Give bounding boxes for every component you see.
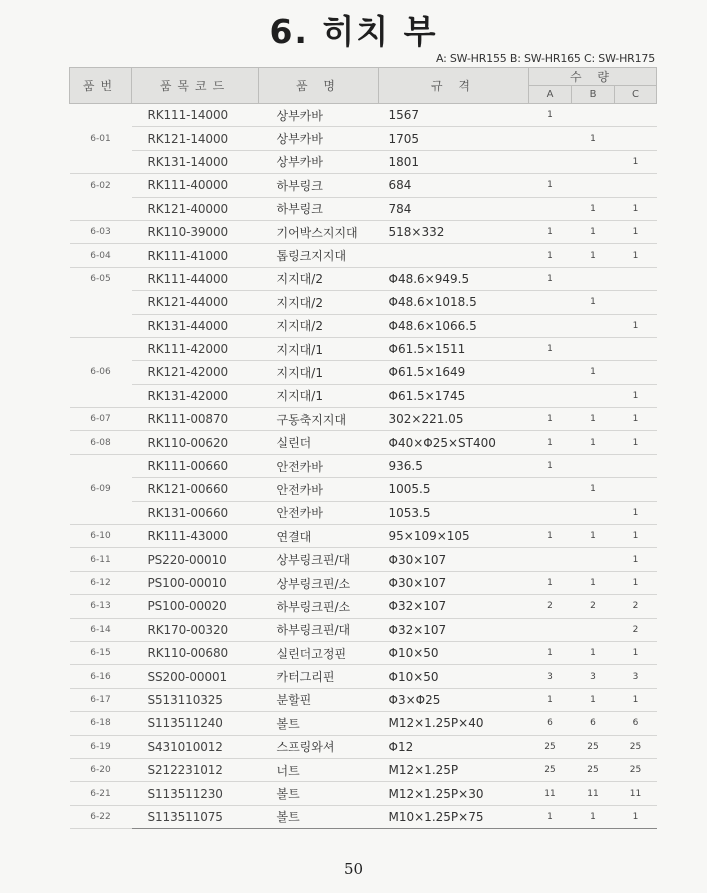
spec-cell: Φ32×107 — [379, 595, 529, 618]
qty-c-cell: 1 — [615, 197, 657, 220]
part-code-cell: RK111-43000 — [132, 525, 259, 548]
part-no-cell: 6-12 — [70, 571, 132, 594]
qty-b-cell — [572, 548, 615, 571]
part-no-cell: 6-19 — [70, 735, 132, 758]
qty-c-cell — [615, 127, 657, 150]
part-name-cell: 지지대/2 — [259, 314, 379, 337]
part-code-cell: RK131-14000 — [132, 150, 259, 173]
table-row — [70, 150, 657, 173]
part-code-cell: RK110-00680 — [132, 641, 259, 664]
table-row — [70, 735, 657, 758]
table-row — [70, 244, 657, 267]
qty-b-cell: 1 — [572, 805, 615, 828]
qty-c-cell: 1 — [615, 150, 657, 173]
header-qty-a: A — [529, 86, 572, 104]
part-code-cell: S113511240 — [132, 712, 259, 735]
part-code-cell: RK121-44000 — [132, 291, 259, 314]
qty-b-cell — [572, 150, 615, 173]
spec-cell: 1567 — [379, 104, 529, 127]
qty-a-cell: 1 — [529, 220, 572, 243]
qty-b-cell: 1 — [572, 408, 615, 431]
qty-c-cell: 25 — [615, 758, 657, 781]
part-code-cell: RK111-00660 — [132, 454, 259, 477]
part-name-cell: 연결대 — [259, 525, 379, 548]
qty-c-cell: 1 — [615, 805, 657, 828]
spec-cell: Φ12 — [379, 735, 529, 758]
qty-c-cell: 2 — [615, 618, 657, 641]
part-name-cell: 지지대/2 — [259, 291, 379, 314]
part-no-cell: 6-05 — [90, 274, 111, 285]
part-no-cell: 6-04 — [70, 244, 132, 267]
spec-cell: Φ61.5×1511 — [379, 337, 529, 360]
qty-b-cell: 3 — [572, 665, 615, 688]
part-no-cell: 6-01 — [90, 133, 111, 144]
qty-a-cell: 1 — [529, 408, 572, 431]
spec-cell: Φ61.5×1649 — [379, 361, 529, 384]
part-name-cell: 안전카바 — [259, 501, 379, 524]
part-name-cell: 구동축지지대 — [259, 408, 379, 431]
spec-cell: 1053.5 — [379, 501, 529, 524]
table-row — [70, 220, 657, 243]
qty-b-cell: 1 — [572, 220, 615, 243]
qty-a-cell — [529, 314, 572, 337]
table-row — [70, 291, 657, 314]
qty-c-cell — [615, 337, 657, 360]
part-code-cell: RK131-00660 — [132, 501, 259, 524]
spec-cell: Φ3×Φ25 — [379, 688, 529, 711]
part-name-cell: 볼트 — [259, 805, 379, 828]
qty-a-cell: 1 — [529, 454, 572, 477]
parts-table-body — [70, 104, 657, 829]
qty-a-cell — [529, 361, 572, 384]
spec-cell — [379, 244, 529, 267]
qty-b-cell: 1 — [572, 478, 615, 501]
qty-b-cell — [572, 314, 615, 337]
part-name-cell: 상부카바 — [259, 104, 379, 127]
header-qty-b: B — [572, 86, 615, 104]
table-row — [70, 758, 657, 781]
qty-c-cell — [615, 291, 657, 314]
spec-cell: Φ48.6×1066.5 — [379, 314, 529, 337]
qty-a-cell: 1 — [529, 688, 572, 711]
qty-b-cell — [572, 104, 615, 127]
qty-a-cell: 1 — [529, 104, 572, 127]
part-code-cell: PS100-00010 — [132, 571, 259, 594]
qty-a-cell: 1 — [529, 267, 572, 290]
table-row — [70, 174, 657, 197]
part-no-cell — [70, 337, 132, 360]
part-no-cell — [70, 501, 132, 524]
qty-a-cell: 25 — [529, 758, 572, 781]
qty-b-cell — [572, 174, 615, 197]
spec-cell: M12×1.25P — [379, 758, 529, 781]
part-name-cell: 지지대/2 — [259, 267, 379, 290]
part-code-cell: S113511230 — [132, 782, 259, 805]
qty-a-cell: 1 — [529, 571, 572, 594]
qty-b-cell: 1 — [572, 641, 615, 664]
table-row — [70, 712, 657, 735]
table-row — [70, 548, 657, 571]
part-no-cell — [70, 150, 132, 173]
part-code-cell: S212231012 — [132, 758, 259, 781]
qty-a-cell: 2 — [529, 595, 572, 618]
qty-c-cell — [615, 104, 657, 127]
qty-a-cell: 1 — [529, 174, 572, 197]
qty-b-cell: 1 — [572, 571, 615, 594]
qty-a-cell — [529, 478, 572, 501]
table-row — [70, 501, 657, 524]
part-no-cell — [70, 197, 132, 220]
qty-c-cell: 1 — [615, 220, 657, 243]
qty-c-cell: 1 — [615, 244, 657, 267]
qty-b-cell — [572, 501, 615, 524]
qty-a-cell: 1 — [529, 525, 572, 548]
qty-a-cell — [529, 197, 572, 220]
qty-b-cell — [572, 384, 615, 407]
part-no-cell: 6-08 — [70, 431, 132, 454]
part-code-cell: S431010012 — [132, 735, 259, 758]
qty-c-cell: 1 — [615, 384, 657, 407]
qty-a-cell: 1 — [529, 641, 572, 664]
part-no-cell — [70, 454, 132, 477]
table-row — [70, 337, 657, 360]
part-name-cell: 너트 — [259, 758, 379, 781]
spec-cell: Φ30×107 — [379, 548, 529, 571]
qty-b-cell — [572, 618, 615, 641]
part-code-cell: RK110-39000 — [132, 220, 259, 243]
part-code-cell: RK131-44000 — [132, 314, 259, 337]
table-row — [70, 197, 657, 220]
qty-a-cell — [529, 618, 572, 641]
qty-c-cell — [615, 267, 657, 290]
table-row — [70, 595, 657, 618]
header-part-name: 품 명 — [259, 68, 379, 104]
spec-cell: Φ48.6×1018.5 — [379, 291, 529, 314]
qty-b-cell: 1 — [572, 244, 615, 267]
part-name-cell: 상부링크핀/대 — [259, 548, 379, 571]
qty-b-cell: 1 — [572, 291, 615, 314]
qty-c-cell: 1 — [615, 501, 657, 524]
qty-b-cell: 2 — [572, 595, 615, 618]
qty-a-cell — [529, 501, 572, 524]
table-row — [70, 641, 657, 664]
part-name-cell: 안전카바 — [259, 454, 379, 477]
part-name-cell: 실린더 — [259, 431, 379, 454]
spec-cell: 1801 — [379, 150, 529, 173]
qty-c-cell: 25 — [615, 735, 657, 758]
part-code-cell: RK121-00660 — [132, 478, 259, 501]
part-no-cell: 6-03 — [70, 220, 132, 243]
part-no-cell — [70, 104, 132, 127]
part-name-cell: 하부링크핀/소 — [259, 595, 379, 618]
part-no-cell: 6-22 — [70, 805, 132, 828]
part-no-cell: 6-11 — [70, 548, 132, 571]
part-no-cell: 6-21 — [70, 782, 132, 805]
part-name-cell: 카터그리핀 — [259, 665, 379, 688]
part-name-cell: 지지대/1 — [259, 384, 379, 407]
qty-b-cell: 11 — [572, 782, 615, 805]
qty-b-cell — [572, 454, 615, 477]
qty-a-cell — [529, 150, 572, 173]
part-code-cell: RK111-42000 — [132, 337, 259, 360]
qty-b-cell: 1 — [572, 361, 615, 384]
spec-cell: 302×221.05 — [379, 408, 529, 431]
header-part-code: 품목코드 — [132, 68, 259, 104]
qty-a-cell: 1 — [529, 805, 572, 828]
part-name-cell: 지지대/1 — [259, 361, 379, 384]
table-row — [70, 408, 657, 431]
header-quantity: 수 량 — [529, 68, 657, 86]
table-row — [70, 665, 657, 688]
qty-c-cell: 1 — [615, 571, 657, 594]
part-name-cell: 하부링크 — [259, 197, 379, 220]
part-code-cell: RK111-44000 — [132, 267, 259, 290]
model-legend: A: SW-HR155 B: SW-HR165 C: SW-HR175 — [435, 52, 655, 65]
table-row — [70, 525, 657, 548]
spec-cell: Φ32×107 — [379, 618, 529, 641]
qty-c-cell: 1 — [615, 641, 657, 664]
part-name-cell: 기어박스지지대 — [259, 220, 379, 243]
spec-cell: 684 — [379, 174, 529, 197]
qty-c-cell: 1 — [615, 408, 657, 431]
part-no-cell — [70, 314, 132, 337]
part-no-cell: 6-20 — [70, 758, 132, 781]
page-number: 50 — [343, 860, 364, 878]
part-name-cell: 스프링와셔 — [259, 735, 379, 758]
spec-cell: Φ30×107 — [379, 571, 529, 594]
qty-c-cell: 3 — [615, 665, 657, 688]
part-name-cell: 상부카바 — [259, 150, 379, 173]
qty-b-cell: 25 — [572, 735, 615, 758]
part-code-cell: PS100-00020 — [132, 595, 259, 618]
qty-c-cell: 1 — [615, 525, 657, 548]
qty-a-cell: 1 — [529, 244, 572, 267]
qty-c-cell: 2 — [615, 595, 657, 618]
spec-cell: M10×1.25P×75 — [379, 805, 529, 828]
table-row — [70, 618, 657, 641]
spec-cell: Φ61.5×1745 — [379, 384, 529, 407]
table-row — [70, 384, 657, 407]
spec-cell: 1005.5 — [379, 478, 529, 501]
table-row — [70, 454, 657, 477]
spec-cell: M12×1.25P×40 — [379, 712, 529, 735]
part-code-cell: S113511075 — [132, 805, 259, 828]
part-code-cell: PS220-00010 — [132, 548, 259, 571]
part-no-cell: 6-16 — [70, 665, 132, 688]
part-no-cell: 6-14 — [70, 618, 132, 641]
qty-a-cell — [529, 548, 572, 571]
spec-cell: Φ40×Φ25×ST400 — [379, 431, 529, 454]
part-no-cell: 6-02 — [90, 180, 111, 191]
qty-a-cell — [529, 384, 572, 407]
part-no-cell: 6-10 — [70, 525, 132, 548]
qty-a-cell: 1 — [529, 431, 572, 454]
part-name-cell: 분할핀 — [259, 688, 379, 711]
table-row — [70, 782, 657, 805]
header-part-no: 품번 — [70, 68, 132, 104]
parts-table — [69, 67, 657, 829]
part-code-cell: RK110-00620 — [132, 431, 259, 454]
part-name-cell: 상부카바 — [259, 127, 379, 150]
header-qty-c: C — [615, 86, 657, 104]
qty-c-cell — [615, 454, 657, 477]
part-code-cell: RK111-14000 — [132, 104, 259, 127]
qty-c-cell — [615, 174, 657, 197]
part-name-cell: 하부링크 — [259, 174, 379, 197]
part-no-cell: 6-06 — [90, 367, 111, 378]
part-no-cell: 6-17 — [70, 688, 132, 711]
part-name-cell: 지지대/1 — [259, 337, 379, 360]
page-title: 6. 히치 부 — [269, 12, 438, 51]
spec-cell: 95×109×105 — [379, 525, 529, 548]
table-row — [70, 571, 657, 594]
table-row — [70, 104, 657, 127]
spec-cell: 784 — [379, 197, 529, 220]
qty-a-cell: 6 — [529, 712, 572, 735]
qty-b-cell: 1 — [572, 525, 615, 548]
part-no-cell — [70, 384, 132, 407]
part-code-cell: SS200-00001 — [132, 665, 259, 688]
part-name-cell: 톱링크지지대 — [259, 244, 379, 267]
part-code-cell: S513110325 — [132, 688, 259, 711]
qty-b-cell — [572, 267, 615, 290]
qty-b-cell — [572, 337, 615, 360]
part-name-cell: 하부링크핀/대 — [259, 618, 379, 641]
part-code-cell: RK170-00320 — [132, 618, 259, 641]
qty-c-cell: 1 — [615, 548, 657, 571]
qty-c-cell: 1 — [615, 688, 657, 711]
spec-cell: M12×1.25P×30 — [379, 782, 529, 805]
qty-b-cell: 1 — [572, 431, 615, 454]
table-row — [70, 314, 657, 337]
part-no-cell: 6-18 — [70, 712, 132, 735]
part-code-cell: RK121-14000 — [132, 127, 259, 150]
qty-a-cell — [529, 291, 572, 314]
qty-a-cell: 25 — [529, 735, 572, 758]
spec-cell: 1705 — [379, 127, 529, 150]
qty-b-cell: 25 — [572, 758, 615, 781]
spec-cell: Φ10×50 — [379, 641, 529, 664]
header-spec: 규 격 — [379, 68, 529, 104]
table-row — [70, 688, 657, 711]
qty-a-cell: 11 — [529, 782, 572, 805]
part-no-cell — [70, 291, 132, 314]
part-code-cell: RK121-40000 — [132, 197, 259, 220]
part-name-cell: 볼트 — [259, 712, 379, 735]
qty-c-cell — [615, 478, 657, 501]
part-no-cell: 6-07 — [70, 408, 132, 431]
part-name-cell: 실린더고정핀 — [259, 641, 379, 664]
spec-cell: Φ10×50 — [379, 665, 529, 688]
qty-c-cell — [615, 361, 657, 384]
qty-c-cell: 1 — [615, 314, 657, 337]
part-no-cell: 6-13 — [70, 595, 132, 618]
part-code-cell: RK111-40000 — [132, 174, 259, 197]
qty-b-cell: 1 — [572, 197, 615, 220]
qty-c-cell: 11 — [615, 782, 657, 805]
table-row — [70, 478, 657, 501]
part-code-cell: RK111-41000 — [132, 244, 259, 267]
part-name-cell: 안전카바 — [259, 478, 379, 501]
part-name-cell: 볼트 — [259, 782, 379, 805]
part-no-cell: 6-09 — [90, 484, 111, 495]
part-code-cell: RK131-42000 — [132, 384, 259, 407]
table-row — [70, 127, 657, 150]
qty-c-cell: 6 — [615, 712, 657, 735]
table-row — [70, 267, 657, 290]
table-row — [70, 805, 657, 828]
table-row — [70, 431, 657, 454]
qty-a-cell: 1 — [529, 337, 572, 360]
part-code-cell: RK111-00870 — [132, 408, 259, 431]
part-code-cell: RK121-42000 — [132, 361, 259, 384]
qty-b-cell: 6 — [572, 712, 615, 735]
spec-cell: Φ48.6×949.5 — [379, 267, 529, 290]
spec-cell: 518×332 — [379, 220, 529, 243]
qty-b-cell: 1 — [572, 688, 615, 711]
table-row — [70, 361, 657, 384]
part-name-cell: 상부링크핀/소 — [259, 571, 379, 594]
qty-a-cell — [529, 127, 572, 150]
qty-c-cell: 1 — [615, 431, 657, 454]
spec-cell: 936.5 — [379, 454, 529, 477]
part-no-cell: 6-15 — [70, 641, 132, 664]
qty-b-cell: 1 — [572, 127, 615, 150]
qty-a-cell: 3 — [529, 665, 572, 688]
